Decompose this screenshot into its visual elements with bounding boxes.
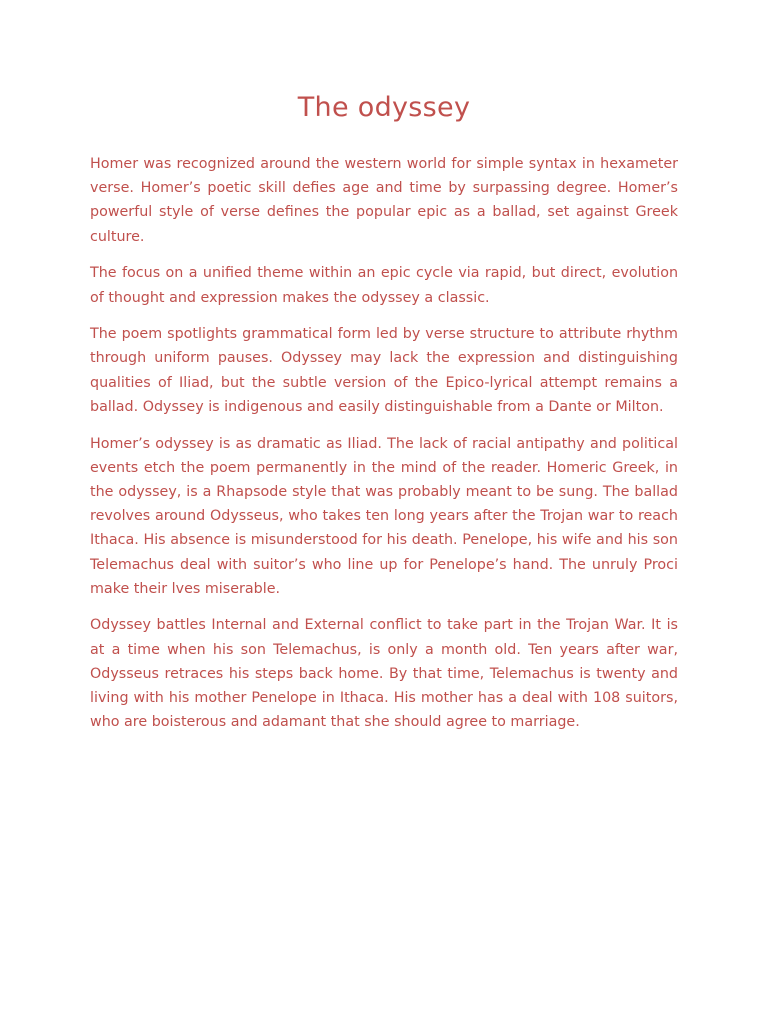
paragraph: The poem spotlights grammatical form led by verse structure to attribute rhythm through uniform pauses. Odyssey may lack the expression and distinguishing qualities of Iliad, but the subtle version of the Epico-lyrical attempt remains a ballad. Odyssey is indigenous and easily distinguishable from a Dante or Milton. [90, 326, 678, 415]
paragraph: The focus on a unified theme within an epic cycle via rapid, but direct, evolution of thought and expression makes the odyssey a classic. [90, 265, 678, 306]
document-title: The odyssey [297, 92, 471, 123]
document-body [90, 152, 678, 747]
paragraph: Homer’s odyssey is as dramatic as Iliad. The lack of racial antipathy and political events etch the poem permanently in the mind of the reader. Homeric Greek, in the odyssey, is a Rhapsode style that was probably meant to be sung. The ballad revolves around Odysseus, who takes ten long years after the Trojan war to reach Ithaca. His absence is misunderstood for his death. Penelope, his wife and his son Telemachus deal with suitor’s who line up for Penelope’s hand. The unruly Proci make their lves miserable. [90, 435, 678, 597]
paragraph: Odyssey battles Internal and External conflict to take part in the Trojan War. It is at a time when his son Telemachus, is only a month old. Ten years after war, Odysseus retraces his steps back home. By that time, Telemachus is twenty and living with his mother Penelope in Ithaca. His mother has a deal with 108 suitors, who are boisterous and adamant that she should agree to marriage. [90, 617, 678, 731]
paragraph: Homer was recognized around the western world for simple syntax in hexameter verse. Homer’s poetic skill defies age and time by surpassing degree. Homer’s powerful style of verse defines the popular epic as a ballad, set against Greek culture. [90, 156, 678, 245]
